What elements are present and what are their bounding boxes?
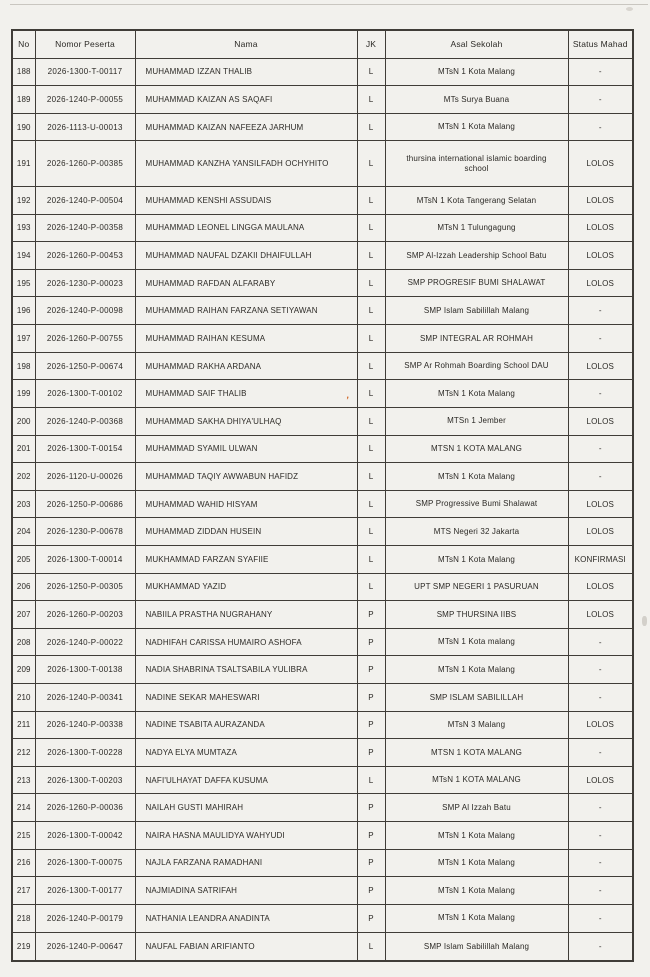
name-cell: MUHAMMAD ZIDDAN HUSEIN (135, 518, 357, 546)
scan-edge-line (10, 4, 648, 5)
row-number-cell: 201 (12, 435, 35, 463)
row-number-cell: 205 (12, 545, 35, 573)
table-row (12, 352, 633, 380)
school-cell: SMP Progressive Bumi Shalawat (385, 490, 568, 518)
school-cell: MTsN 1 Kota Malang (385, 113, 568, 141)
participant-number-cell: 2026-1260-P-00203 (35, 601, 135, 629)
gender-cell: P (357, 794, 385, 822)
status-cell: LOLOS (568, 490, 633, 518)
row-number-cell: 199 (12, 380, 35, 408)
row-number-cell: 189 (12, 86, 35, 114)
header-asal-sekolah: Asal Sekolah (385, 30, 568, 58)
row-number-cell: 207 (12, 601, 35, 629)
row-number-cell: 188 (12, 58, 35, 86)
participant-number-cell: 2026-1300-T-00102 (35, 380, 135, 408)
name-cell: MUKHAMMAD YAZID (135, 573, 357, 601)
name-cell: NATHANIA LEANDRA ANADINTA (135, 904, 357, 932)
status-cell: LOLOS (568, 352, 633, 380)
row-number-cell: 194 (12, 242, 35, 270)
school-cell: SMP Ar Rohmah Boarding School DAU (385, 352, 568, 380)
row-number-cell: 191 (12, 141, 35, 187)
gender-cell: L (357, 269, 385, 297)
gender-cell: L (357, 932, 385, 961)
name-cell: NABIILA PRASTHA NUGRAHANY (135, 601, 357, 629)
table-row (12, 545, 633, 573)
row-number-cell: 196 (12, 297, 35, 325)
name-cell: MUHAMMAD TAQIY AWWABUN HAFIDZ (135, 463, 357, 491)
row-number-cell: 210 (12, 684, 35, 712)
status-cell: - (568, 822, 633, 850)
gender-cell: L (357, 58, 385, 86)
gender-cell: L (357, 325, 385, 353)
participant-number-cell: 2026-1120-U-00026 (35, 463, 135, 491)
participant-number-cell: 2026-1300-T-00154 (35, 435, 135, 463)
gender-cell: L (357, 518, 385, 546)
table-header (12, 30, 633, 58)
table-row (12, 628, 633, 656)
name-cell: NAJLA FARZANA RAMADHANI (135, 849, 357, 877)
table-row (12, 297, 633, 325)
participant-number-cell: 2026-1240-P-00022 (35, 628, 135, 656)
table-row (12, 435, 633, 463)
table-row (12, 141, 633, 187)
gender-cell: L (357, 242, 385, 270)
participant-number-cell: 2026-1240-P-00358 (35, 214, 135, 242)
status-cell: LOLOS (568, 187, 633, 215)
gender-cell: P (357, 684, 385, 712)
row-number-cell: 202 (12, 463, 35, 491)
name-cell: MUHAMMAD RAFDAN ALFARABY (135, 269, 357, 297)
scan-speck (626, 7, 633, 11)
school-cell: SMP ISLAM SABILILLAH (385, 684, 568, 712)
school-cell: MTsN 1 Kota Malang (385, 58, 568, 86)
name-cell: NADINE SEKAR MAHESWARI (135, 684, 357, 712)
gender-cell: P (357, 849, 385, 877)
status-cell: LOLOS (568, 214, 633, 242)
participant-number-cell: 2026-1240-P-00368 (35, 407, 135, 435)
table-row (12, 656, 633, 684)
participant-number-cell: 2026-1240-P-00055 (35, 86, 135, 114)
school-cell: MTsN 1 Kota Tangerang Selatan (385, 187, 568, 215)
participant-number-cell: 2026-1300-T-00203 (35, 766, 135, 794)
name-cell: MUHAMMAD KAIZAN NAFEEZA JARHUM (135, 113, 357, 141)
school-cell: MTS Negeri 32 Jakarta (385, 518, 568, 546)
participant-number-cell: 2026-1240-P-00338 (35, 711, 135, 739)
name-cell: NAFI'ULHAYAT DAFFA KUSUMA (135, 766, 357, 794)
name-cell: NADYA ELYA MUMTAZA (135, 739, 357, 767)
status-cell: - (568, 628, 633, 656)
header-nama: Nama (135, 30, 357, 58)
participant-number-cell: 2026-1240-P-00647 (35, 932, 135, 961)
status-cell: - (568, 113, 633, 141)
school-cell: UPT SMP NEGERI 1 PASURUAN (385, 573, 568, 601)
table-row (12, 877, 633, 905)
row-number-cell: 200 (12, 407, 35, 435)
school-cell: SMP Islam Sabilillah Malang (385, 297, 568, 325)
participant-number-cell: 2026-1230-P-00678 (35, 518, 135, 546)
name-cell: NADIA SHABRINA TSALTSABILA YULIBRA (135, 656, 357, 684)
gender-cell: L (357, 435, 385, 463)
row-number-cell: 214 (12, 794, 35, 822)
gender-cell: L (357, 113, 385, 141)
status-cell: - (568, 380, 633, 408)
status-cell: LOLOS (568, 573, 633, 601)
school-cell: MTsN 1 Kota Malang (385, 822, 568, 850)
table-row (12, 86, 633, 114)
name-cell: MUHAMMAD SYAMIL ULWAN (135, 435, 357, 463)
school-cell: SMP Al-Izzah Leadership School Batu (385, 242, 568, 270)
name-cell: NADINE TSABITA AURAZANDA (135, 711, 357, 739)
table-body (12, 58, 633, 961)
header-nomor-peserta: Nomor Peserta (35, 30, 135, 58)
participant-number-cell: 2026-1300-T-00138 (35, 656, 135, 684)
table-row (12, 794, 633, 822)
name-cell: MUHAMMAD WAHID HISYAM (135, 490, 357, 518)
row-number-cell: 197 (12, 325, 35, 353)
row-number-cell: 198 (12, 352, 35, 380)
name-cell: MUHAMMAD RAIHAN KESUMA (135, 325, 357, 353)
status-cell: - (568, 297, 633, 325)
status-cell: - (568, 86, 633, 114)
participant-number-cell: 2026-1240-P-00179 (35, 904, 135, 932)
row-number-cell: 211 (12, 711, 35, 739)
table-row (12, 711, 633, 739)
status-cell: - (568, 325, 633, 353)
table-row (12, 573, 633, 601)
school-cell: MTsN 1 Kota Malang (385, 545, 568, 573)
row-number-cell: 203 (12, 490, 35, 518)
student-roster-table (11, 29, 634, 962)
table-row (12, 242, 633, 270)
row-number-cell: 193 (12, 214, 35, 242)
school-cell: MTsN 1 Kota Malang (385, 380, 568, 408)
school-cell: SMP INTEGRAL AR ROHMAH (385, 325, 568, 353)
name-cell: MUHAMMAD KANZHA YANSILFADH OCHYHITO (135, 141, 357, 187)
participant-number-cell: 2026-1260-P-00385 (35, 141, 135, 187)
table-row (12, 490, 633, 518)
scan-artifact-mark: , (345, 389, 351, 401)
gender-cell: L (357, 86, 385, 114)
gender-cell: P (357, 739, 385, 767)
row-number-cell: 195 (12, 269, 35, 297)
table-row (12, 269, 633, 297)
participant-number-cell: 2026-1250-P-00686 (35, 490, 135, 518)
school-cell: SMP Islam Sabilillah Malang (385, 932, 568, 961)
participant-number-cell: 2026-1250-P-00674 (35, 352, 135, 380)
table-row (12, 380, 633, 408)
row-number-cell: 204 (12, 518, 35, 546)
gender-cell: P (357, 601, 385, 629)
status-cell: LOLOS (568, 242, 633, 270)
school-cell: MTsN 3 Malang (385, 711, 568, 739)
school-cell: MTsN 1 Kota malang (385, 628, 568, 656)
school-cell: MTSN 1 KOTA MALANG (385, 739, 568, 767)
participant-number-cell: 2026-1300-T-00117 (35, 58, 135, 86)
gender-cell: L (357, 187, 385, 215)
status-cell: - (568, 656, 633, 684)
school-cell: MTsN 1 Kota Malang (385, 656, 568, 684)
name-cell: NADHIFAH CARISSA HUMAIRO ASHOFA (135, 628, 357, 656)
school-cell: MTsN 1 Kota Malang (385, 877, 568, 905)
status-cell: LOLOS (568, 407, 633, 435)
table-row (12, 214, 633, 242)
gender-cell: P (357, 877, 385, 905)
participant-number-cell: 2026-1260-P-00755 (35, 325, 135, 353)
school-cell: SMP PROGRESIF BUMI SHALAWAT (385, 269, 568, 297)
header-no: No (12, 30, 35, 58)
table-row (12, 904, 633, 932)
gender-cell: L (357, 352, 385, 380)
participant-number-cell: 2026-1300-T-00075 (35, 849, 135, 877)
table-row (12, 463, 633, 491)
school-cell: SMP Al Izzah Batu (385, 794, 568, 822)
status-cell: - (568, 463, 633, 491)
school-cell: thursina international islamic boarding school (385, 141, 568, 187)
school-cell: MTsN 1 Tulungagung (385, 214, 568, 242)
name-cell: MUHAMMAD NAUFAL DZAKII DHAIFULLAH (135, 242, 357, 270)
status-cell: LOLOS (568, 269, 633, 297)
gender-cell: L (357, 463, 385, 491)
row-number-cell: 208 (12, 628, 35, 656)
status-cell: - (568, 794, 633, 822)
row-number-cell: 219 (12, 932, 35, 961)
participant-number-cell: 2026-1240-P-00098 (35, 297, 135, 325)
participant-number-cell: 2026-1250-P-00305 (35, 573, 135, 601)
gender-cell: L (357, 297, 385, 325)
name-cell: MUHAMMAD RAIHAN FARZANA SETIYAWAN (135, 297, 357, 325)
status-cell: - (568, 58, 633, 86)
row-number-cell: 215 (12, 822, 35, 850)
table-row (12, 932, 633, 961)
gender-cell: P (357, 822, 385, 850)
row-number-cell: 209 (12, 656, 35, 684)
row-number-cell: 190 (12, 113, 35, 141)
status-cell: - (568, 739, 633, 767)
school-cell: MTSn 1 Jember (385, 407, 568, 435)
status-cell: LOLOS (568, 518, 633, 546)
participant-number-cell: 2026-1300-T-00014 (35, 545, 135, 573)
table-row (12, 684, 633, 712)
header-row (12, 30, 633, 58)
gender-cell: L (357, 490, 385, 518)
header-jk: JK (357, 30, 385, 58)
name-cell: MUHAMMAD SAKHA DHIYA'ULHAQ (135, 407, 357, 435)
table-row (12, 766, 633, 794)
school-cell: MTsN 1 Kota Malang (385, 463, 568, 491)
participant-number-cell: 2026-1113-U-00013 (35, 113, 135, 141)
name-cell: MUHAMMAD KAIZAN AS SAQAFI (135, 86, 357, 114)
participant-number-cell: 2026-1300-T-00042 (35, 822, 135, 850)
row-number-cell: 213 (12, 766, 35, 794)
status-cell: - (568, 849, 633, 877)
header-status-mahad: Status Mahad (568, 30, 633, 58)
name-cell: NAILAH GUSTI MAHIRAH (135, 794, 357, 822)
status-cell: LOLOS (568, 141, 633, 187)
gender-cell: P (357, 904, 385, 932)
gender-cell: L (357, 380, 385, 408)
school-cell: MTsN 1 Kota Malang (385, 849, 568, 877)
status-cell: LOLOS (568, 601, 633, 629)
table-row (12, 739, 633, 767)
table-row (12, 601, 633, 629)
gender-cell: L (357, 407, 385, 435)
status-cell: KONFIRMASI (568, 545, 633, 573)
gender-cell: P (357, 656, 385, 684)
status-cell: - (568, 877, 633, 905)
name-cell: MUHAMMAD LEONEL LINGGA MAULANA (135, 214, 357, 242)
gender-cell: L (357, 573, 385, 601)
school-cell: MTsN 1 KOTA MALANG (385, 766, 568, 794)
name-cell: NAUFAL FABIAN ARIFIANTO (135, 932, 357, 961)
table-row (12, 518, 633, 546)
participant-number-cell: 2026-1260-P-00453 (35, 242, 135, 270)
row-number-cell: 216 (12, 849, 35, 877)
participant-number-cell: 2026-1300-T-00177 (35, 877, 135, 905)
gender-cell: P (357, 711, 385, 739)
row-number-cell: 218 (12, 904, 35, 932)
school-cell: MTsN 1 Kota Malang (385, 904, 568, 932)
row-number-cell: 217 (12, 877, 35, 905)
participant-number-cell: 2026-1240-P-00504 (35, 187, 135, 215)
school-cell: MTs Surya Buana (385, 86, 568, 114)
gender-cell: L (357, 141, 385, 187)
table-row (12, 849, 633, 877)
table-row (12, 325, 633, 353)
gender-cell: L (357, 545, 385, 573)
participant-number-cell: 2026-1240-P-00341 (35, 684, 135, 712)
status-cell: - (568, 904, 633, 932)
table-row (12, 187, 633, 215)
participant-number-cell: 2026-1260-P-00036 (35, 794, 135, 822)
name-cell: MUHAMMAD SAIF THALIB , (135, 380, 357, 408)
table-row (12, 58, 633, 86)
status-cell: LOLOS (568, 766, 633, 794)
name-cell: MUHAMMAD RAKHA ARDANA (135, 352, 357, 380)
name-cell: NAJMIADINA SATRIFAH (135, 877, 357, 905)
school-cell: SMP THURSINA IIBS (385, 601, 568, 629)
status-cell: LOLOS (568, 711, 633, 739)
participant-number-cell: 2026-1230-P-00023 (35, 269, 135, 297)
school-cell: MTSN 1 KOTA MALANG (385, 435, 568, 463)
table-row (12, 407, 633, 435)
scan-speck (642, 616, 647, 626)
table-row (12, 822, 633, 850)
table-row (12, 113, 633, 141)
status-cell: - (568, 932, 633, 961)
gender-cell: P (357, 628, 385, 656)
row-number-cell: 212 (12, 739, 35, 767)
status-cell: - (568, 435, 633, 463)
name-cell: MUHAMMAD IZZAN THALIB (135, 58, 357, 86)
row-number-cell: 192 (12, 187, 35, 215)
status-cell: - (568, 684, 633, 712)
name-cell: MUKHAMMAD FARZAN SYAFIIE (135, 545, 357, 573)
name-cell: MUHAMMAD KENSHI ASSUDAIS (135, 187, 357, 215)
participant-number-cell: 2026-1300-T-00228 (35, 739, 135, 767)
name-cell: NAIRA HASNA MAULIDYA WAHYUDI (135, 822, 357, 850)
row-number-cell: 206 (12, 573, 35, 601)
gender-cell: L (357, 214, 385, 242)
gender-cell: L (357, 766, 385, 794)
